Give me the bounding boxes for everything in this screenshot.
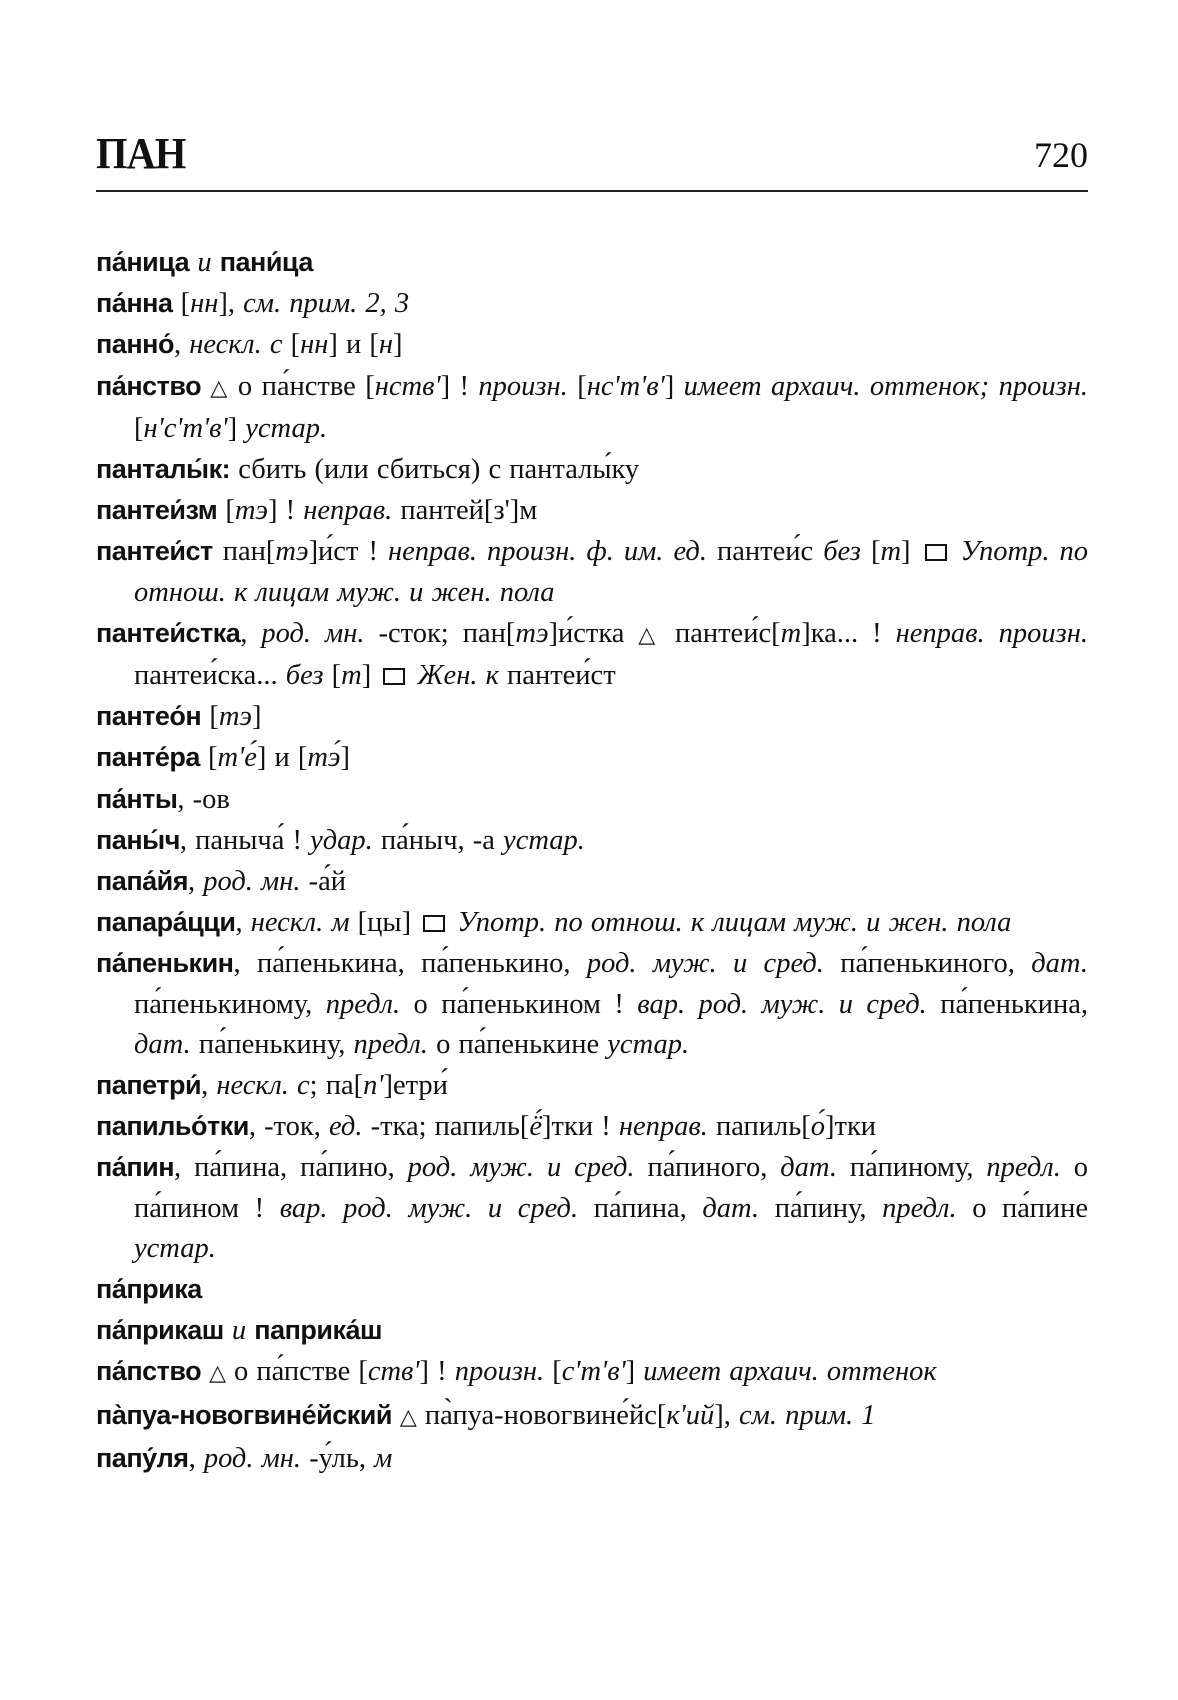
entry-text: папиль[ xyxy=(707,1111,811,1143)
grammar-note: нн xyxy=(190,288,219,320)
headword: пантеи́стка xyxy=(96,617,241,648)
grammar-note: см. прим. 1 xyxy=(739,1399,876,1431)
dictionary-entry xyxy=(96,737,1088,778)
headword: папу́ля xyxy=(96,1442,189,1473)
grammar-note: Жен. к xyxy=(409,660,499,692)
dictionary-entry xyxy=(96,1106,1088,1147)
running-head-title: ПАН xyxy=(96,129,186,178)
grammar-note: тэ́ xyxy=(307,742,341,774)
entry-text: о па́пенькином ! xyxy=(400,988,638,1020)
entry-text: ]етри́ xyxy=(383,1070,448,1102)
entry-text: пантеи́ска... xyxy=(134,660,286,692)
grammar-note: п' xyxy=(363,1070,384,1102)
grammar-note: устар. xyxy=(134,1232,216,1264)
entry-text: [ xyxy=(567,370,587,402)
headword: па̀пуа-новогвине́йский xyxy=(96,1399,392,1430)
entry-text: о па́пенькине xyxy=(427,1028,608,1060)
entry-text: , xyxy=(240,617,262,649)
entry-text: , xyxy=(188,1442,204,1474)
grammar-note: нескл. с xyxy=(216,1070,310,1102)
dictionary-entry xyxy=(96,1310,1088,1351)
entry-text: [ xyxy=(323,660,342,692)
header-rule xyxy=(96,190,1088,192)
dictionary-entry xyxy=(96,242,1088,283)
entry-text: па́пина, xyxy=(578,1192,703,1224)
headword: папара́цци xyxy=(96,907,236,938)
grammar-note: дат. xyxy=(702,1192,760,1224)
entry-text: ] xyxy=(251,701,262,733)
headword: панте́ра xyxy=(96,742,200,773)
grammar-note: т xyxy=(780,617,802,649)
grammar-note: вар. род. муж. и сред. xyxy=(637,988,927,1020)
grammar-note: без xyxy=(285,660,324,692)
grammar-note: род. мн. xyxy=(261,617,365,649)
entry-text: ], xyxy=(218,288,244,320)
headword: па́пенькин xyxy=(96,948,234,979)
headword: панно́ xyxy=(96,329,174,360)
triangle-icon: △ xyxy=(391,1404,425,1430)
entry-text: па́пенькину, xyxy=(190,1028,354,1060)
entry-text: , xyxy=(173,329,190,361)
entry-text: ]и́стка xyxy=(548,617,625,649)
entry-text: па́пенькиному, xyxy=(134,988,326,1020)
headword: паприка́ш xyxy=(254,1315,383,1346)
grammar-note: тэ xyxy=(218,701,252,733)
entry-text: па́пенькиного, xyxy=(823,948,1032,980)
grammar-note: ед. xyxy=(328,1111,363,1143)
entry-text: о па́пстве [ xyxy=(234,1356,368,1388)
headword: па́ница xyxy=(96,247,190,277)
entry-text: сбить (или сбиться) с панталы́ку xyxy=(230,454,640,486)
entry-text: ] xyxy=(361,660,380,692)
entry-text: , па́пина, па́пино, xyxy=(174,1152,408,1184)
entry-text: [ xyxy=(860,536,881,568)
grammar-note: неправ. xyxy=(303,495,393,527)
entry-text: -а́й xyxy=(300,866,347,898)
entry-text: , -ток, xyxy=(248,1111,329,1143)
grammar-note: ств' xyxy=(367,1356,420,1388)
headword: папа́йя xyxy=(96,866,189,897)
dictionary-entry xyxy=(96,1395,1088,1438)
headword: пантео́н xyxy=(96,701,202,732)
grammar-note: предл. xyxy=(882,1192,957,1224)
grammar-note: произн. xyxy=(454,1356,545,1388)
headword: пантеи́ст xyxy=(96,536,213,567)
entry-text: [ xyxy=(282,329,301,361)
dictionary-entry xyxy=(96,324,1088,365)
entry-text: ]тки xyxy=(825,1111,877,1143)
dictionary-entry xyxy=(96,696,1088,737)
entry-text: пантеи́ст xyxy=(498,660,616,692)
grammar-note: вар. род. муж. и сред. xyxy=(279,1192,579,1224)
grammar-note: имеет архаич. оттенок; произн. xyxy=(683,370,1088,402)
grammar-note: неправ. произн. ф. им. ед. xyxy=(387,536,707,568)
entry-text: ]тки ! xyxy=(542,1111,619,1143)
dictionary-entry xyxy=(96,943,1088,1065)
grammar-note: неправ. xyxy=(618,1111,708,1143)
headword: па́нты xyxy=(96,783,178,814)
entry-text: ] ! xyxy=(440,370,479,402)
grammar-note: Употр. по отнош. к лицам муж. и жен. пола xyxy=(449,907,1012,939)
running-header xyxy=(96,128,1088,188)
grammar-note: нескл. м xyxy=(250,907,350,939)
headword: па́прикаш xyxy=(96,1315,224,1346)
entry-text: ] ! xyxy=(267,495,304,527)
dictionary-entry xyxy=(96,1065,1088,1106)
entry-text: , xyxy=(201,1070,217,1102)
grammar-note: удар. xyxy=(310,824,373,856)
grammar-note: устар. xyxy=(503,824,585,856)
dictionary-entry xyxy=(96,902,1088,943)
grammar-note: устар. xyxy=(245,412,328,444)
dictionary-entry xyxy=(96,779,1088,820)
triangle-icon: △ xyxy=(201,375,238,401)
entry-text: ] xyxy=(625,1356,644,1388)
grammar-note: н xyxy=(378,329,394,361)
dictionary-entry xyxy=(96,283,1088,324)
entry-text: па́пиному, xyxy=(837,1152,987,1184)
dictionary-entry xyxy=(96,366,1088,449)
dictionary-entry xyxy=(96,1147,1088,1269)
entry-text: , xyxy=(235,907,251,939)
grammar-note: неправ. произн. xyxy=(895,617,1089,649)
grammar-note: нескл. с xyxy=(189,329,283,361)
entry-text: , xyxy=(188,866,204,898)
headword: па́пин xyxy=(96,1152,175,1183)
headword: па́нство xyxy=(96,370,202,401)
entry-text: , паныча́ ! xyxy=(179,824,311,856)
entry-text: пантеи́с[ xyxy=(674,617,781,649)
grammar-note: род. мн. xyxy=(203,866,301,898)
entry-text: , па́пенькина, па́пенькино, xyxy=(233,948,587,980)
grammar-note: без xyxy=(823,536,861,568)
entry-text: ]и́ст ! xyxy=(308,536,388,568)
entry-text: па̀пуа-новогвине́йс[ xyxy=(424,1399,667,1431)
entry-text: [ xyxy=(134,412,144,444)
dictionary-entry xyxy=(96,449,1088,490)
headword: па́прика xyxy=(96,1274,202,1305)
dictionary-entry xyxy=(96,861,1088,902)
entry-text: ] xyxy=(227,412,246,444)
grammar-note: и xyxy=(223,1315,255,1347)
grammar-note: тэ xyxy=(275,536,309,568)
entry-text: ] xyxy=(664,370,684,402)
grammar-note: род. муж. и сред. xyxy=(586,948,824,980)
dictionary-entry xyxy=(96,1269,1088,1310)
grammar-note: устар. xyxy=(607,1028,690,1060)
grammar-note: предл. xyxy=(325,988,401,1020)
square-usage-icon xyxy=(925,544,947,561)
entry-text: [цы] xyxy=(349,907,420,939)
grammar-note: нн xyxy=(300,329,329,361)
triangle-icon: △ xyxy=(624,622,675,648)
square-usage-icon xyxy=(423,915,445,932)
headword: панталы́к: xyxy=(96,454,231,485)
grammar-note: с'т'в' xyxy=(561,1356,626,1388)
entry-text: -тка; папиль[ xyxy=(362,1111,530,1143)
grammar-note: м xyxy=(374,1442,393,1474)
grammar-note: т'е́ xyxy=(217,742,257,774)
entry-text: -у́ль, xyxy=(301,1442,375,1474)
entry-text: о па́пином ! xyxy=(134,1152,1089,1224)
entry-text: о па́нстве [ xyxy=(237,370,375,402)
grammar-note: тэ xyxy=(515,617,549,649)
grammar-note: произн. xyxy=(478,370,568,402)
entry-text: ] xyxy=(393,329,403,361)
grammar-note: к'ий xyxy=(666,1399,715,1431)
grammar-note: дат. xyxy=(134,1028,191,1060)
entry-text: [ xyxy=(201,701,219,733)
dictionary-entry xyxy=(96,490,1088,531)
dictionary-entry xyxy=(96,613,1088,696)
grammar-note: род. мн. xyxy=(203,1442,302,1474)
grammar-note: род. муж. и сред. xyxy=(407,1152,635,1184)
grammar-note: т xyxy=(880,536,902,568)
grammar-note: нс'т'в' xyxy=(586,370,665,402)
grammar-note: ё́ xyxy=(529,1111,543,1143)
entry-text: , -ов xyxy=(177,783,230,815)
triangle-icon: △ xyxy=(201,1361,235,1387)
entry-text: [ xyxy=(172,288,191,320)
grammar-note: см. прим. 2, 3 xyxy=(243,288,410,320)
square-usage-icon xyxy=(383,668,405,685)
grammar-note: дат. xyxy=(1031,948,1088,980)
entry-text: ] xyxy=(340,742,350,774)
headword: папетри́ xyxy=(96,1070,202,1101)
grammar-note: и xyxy=(189,247,220,278)
headword: паны́ч xyxy=(96,824,180,855)
entry-text: -сток; пан[ xyxy=(364,617,516,649)
grammar-note: тэ xyxy=(234,495,268,527)
entry-text: [ xyxy=(199,742,218,774)
headword: па́нна xyxy=(96,288,173,319)
headword: пани́ца xyxy=(219,247,313,277)
entry-text: пан[ xyxy=(212,536,276,568)
entry-text: ]ка... ! xyxy=(801,617,896,649)
dictionary-entry xyxy=(96,820,1088,861)
grammar-note: н'с'т'в' xyxy=(143,412,228,444)
entry-text: ] и [ xyxy=(256,742,308,774)
grammar-note: Употр. по отнош. к лицам муж. и жен. пола xyxy=(134,536,1088,608)
headword: папильо́тки xyxy=(96,1111,249,1142)
entry-text: ] ! xyxy=(419,1356,455,1388)
dictionary-entry xyxy=(96,531,1088,612)
grammar-note: имеет архаич. оттенок xyxy=(643,1356,937,1388)
entry-text: ; па[ xyxy=(309,1070,364,1102)
entry-text: [ xyxy=(544,1356,562,1388)
grammar-note: дат. xyxy=(780,1152,837,1184)
entry-text: па́пину, xyxy=(759,1192,883,1224)
grammar-note: предл. xyxy=(353,1028,428,1060)
entry-list xyxy=(96,242,1088,1479)
entry-text: ] xyxy=(901,536,921,568)
entry-text: ] и [ xyxy=(328,329,379,361)
entry-text: пантеи́с xyxy=(706,536,824,568)
grammar-note: т xyxy=(341,660,362,692)
grammar-note: о́ xyxy=(810,1111,826,1143)
headword: пантеи́зм xyxy=(96,495,218,526)
entry-text: ], xyxy=(714,1399,740,1431)
entry-text: па́пиного, xyxy=(634,1152,781,1184)
entry-text: о па́пине xyxy=(956,1192,1088,1224)
headword: па́пство xyxy=(96,1356,202,1387)
entry-text: пантей[з']м xyxy=(392,495,538,527)
entry-text: [ xyxy=(217,495,235,527)
grammar-note: предл. xyxy=(986,1152,1061,1184)
entry-text: па́пенькина, xyxy=(926,988,1088,1020)
entry-text: па́ныч, -а xyxy=(372,824,504,856)
page-number: 720 xyxy=(1034,135,1088,175)
grammar-note: нств' xyxy=(374,370,441,402)
dictionary-entry xyxy=(96,1438,1088,1479)
dictionary-entry xyxy=(96,1351,1088,1394)
